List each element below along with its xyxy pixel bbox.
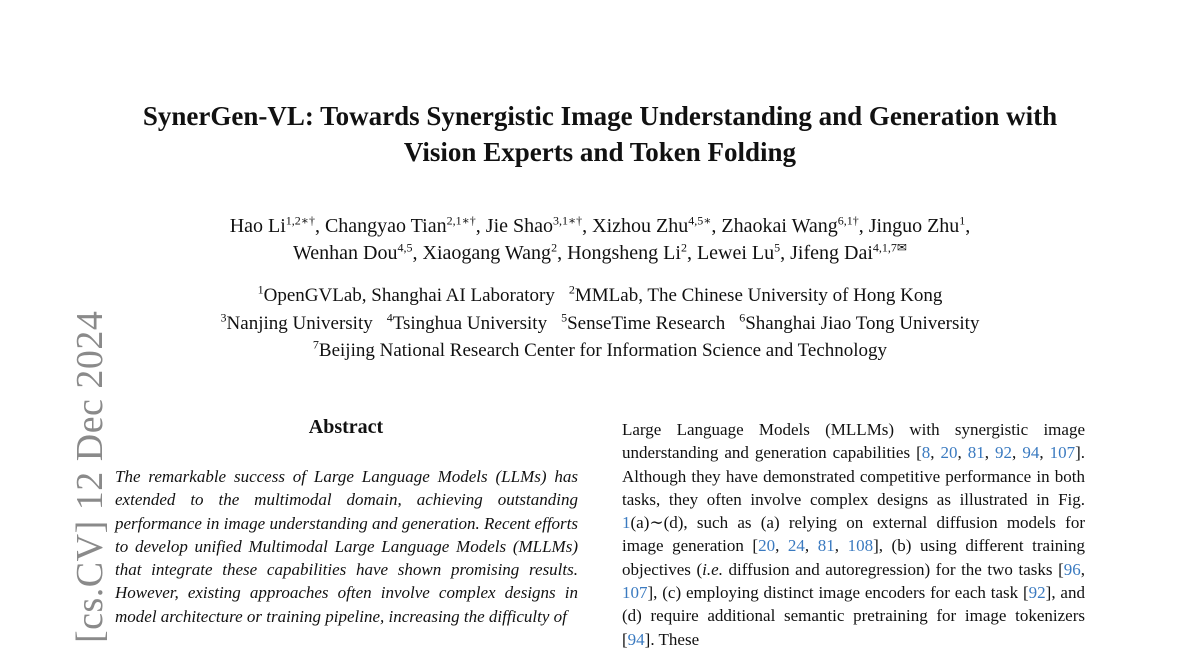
body-text: (a)∼(d), such as (a) relying on external diffusion models for image generation [ <box>622 513 1085 556</box>
author-affil-sup: 4,5 <box>397 240 413 255</box>
title-line-2: Vision Experts and Token Folding <box>403 137 797 167</box>
author-sep: , <box>858 215 869 237</box>
affiliation-list <box>100 282 1100 365</box>
author-sep: , <box>686 242 697 264</box>
affiliation-5: SenseTime Research <box>567 312 726 334</box>
author-affil-sup: 4,5∗ <box>688 213 712 228</box>
affil-sup: 1 <box>257 282 264 297</box>
affil-sup: 2 <box>568 282 575 297</box>
citation-sep: , <box>957 443 968 463</box>
author-affil-sup: 2 <box>551 240 558 255</box>
citation-link[interactable]: 81 <box>967 443 985 463</box>
author-affil-sup: 6,1† <box>837 213 859 228</box>
body-text: ], (b) using different training objectives ( <box>622 536 1086 579</box>
citation-link[interactable]: 92 <box>1028 583 1046 603</box>
citation-link[interactable]: 96 <box>1063 559 1081 579</box>
affiliation-line-2 <box>100 310 1100 338</box>
author-affil-sup: 1 <box>959 213 966 228</box>
author-sep: , <box>314 215 325 237</box>
author-name: Jie Shao <box>485 215 553 237</box>
affiliation-line-1 <box>100 282 1100 310</box>
affiliation-line-3 <box>100 337 1100 365</box>
citation-sep: , <box>834 536 848 556</box>
citation-link[interactable]: 94 <box>1022 443 1040 463</box>
author-sep: , <box>780 242 791 264</box>
citation-link[interactable]: 81 <box>817 536 835 556</box>
citation-sep: , <box>930 443 941 463</box>
body-text: ]. Although they have demonstrated competitive performance in both tasks, they often involve complex designs as illustrated in Fig. <box>622 443 1085 509</box>
abstract-body: The remarkable success of Large Language Models (LLMs) has extended to the multimodal domain, achieving outstanding performance in image understanding and generation. Recent efforts to develop unified Multimodal Large Language Models (MLLMs) that integrate these capabilities have shown promising results. However, existing approaches often involve complex designs in model architecture or training pipeline, increasing the difficulty of <box>115 467 578 626</box>
body-text: ]. These <box>644 629 700 649</box>
affil-sup: 7 <box>312 337 319 352</box>
author-sep: , <box>582 215 593 237</box>
figure-link[interactable]: 1 <box>622 513 631 533</box>
body-text: ], (c) employing distinct image encoders for each task [ <box>647 583 1029 603</box>
paper-title <box>100 98 1100 170</box>
affil-sup: 4 <box>386 310 393 325</box>
arxiv-stamp-text: [cs.CV] 12 Dec 2024 <box>69 310 111 643</box>
author-sep: , <box>475 215 486 237</box>
author-name: Zhaokai Wang <box>721 215 838 237</box>
citation-link[interactable]: 94 <box>627 629 645 649</box>
affil-sup: 3 <box>220 310 227 325</box>
author-name: Xiaogang Wang <box>422 242 552 264</box>
citation-link[interactable]: 24 <box>787 536 805 556</box>
author-list <box>100 213 1100 267</box>
affiliation-3: Nanjing University <box>226 312 373 334</box>
author-name: Jinguo Zhu <box>868 215 960 237</box>
citation-link[interactable]: 107 <box>1049 443 1076 463</box>
citation-sep: , <box>775 536 788 556</box>
affil-sup: 5 <box>561 310 568 325</box>
author-sep: , <box>412 242 423 264</box>
author-affil-sup: 4,1,7✉ <box>872 240 907 255</box>
author-affil-sup: 1,2∗† <box>285 213 315 228</box>
body-text: ], and (d) require additional semantic pretraining for image tokenizers [ <box>622 583 1085 649</box>
author-name: Xizhou Zhu <box>592 215 689 237</box>
affiliation-4: Tsinghua University <box>392 312 548 334</box>
citation-sep: , <box>1080 559 1085 579</box>
affiliation-7: Beijing National Research Center for Information Science and Technology <box>318 340 888 361</box>
affiliation-2: MMLab, The Chinese University of Hong Kong <box>574 285 943 306</box>
author-affil-sup: 3,1∗† <box>553 213 583 228</box>
author-name: Wenhan Dou <box>293 242 398 264</box>
affiliation-6: Shanghai Jiao Tong University <box>745 312 980 334</box>
author-sep: , <box>965 215 971 237</box>
abstract-heading: Abstract <box>308 416 384 438</box>
citation-link[interactable]: 8 <box>921 443 931 463</box>
author-name: Hao Li <box>229 215 286 237</box>
citation-link[interactable]: 20 <box>758 536 776 556</box>
body-text: diffusion and autoregression) for the two tasks [ <box>722 559 1064 579</box>
citation-link[interactable]: 107 <box>622 583 648 603</box>
citation-link[interactable]: 20 <box>940 443 958 463</box>
citation-sep: , <box>1039 443 1050 463</box>
author-affil-sup: 5 <box>774 240 781 255</box>
citation-sep: , <box>984 443 996 463</box>
citation-link[interactable]: 92 <box>995 443 1013 463</box>
arxiv-stamp <box>22 300 111 648</box>
author-affil-sup: 2,1∗† <box>446 213 476 228</box>
title-line-1: SynerGen-VL: Towards Synergistic Image Understanding and Generation with <box>142 101 1058 131</box>
author-line-1 <box>100 213 1100 240</box>
author-sep: , <box>557 242 568 264</box>
author-sep: , <box>711 215 722 237</box>
author-name: Changyao Tian <box>324 215 447 237</box>
body-text: Large Language Models (MLLMs) with synergistic image understanding and generation capabilities [ <box>622 420 1085 463</box>
citation-sep: , <box>804 536 818 556</box>
author-name: Hongsheng Li <box>567 242 681 264</box>
author-name: Jifeng Dai <box>790 242 873 264</box>
citation-link[interactable]: 108 <box>847 536 874 556</box>
author-line-2 <box>100 240 1100 267</box>
affiliation-1: OpenGVLab, Shanghai AI Laboratory <box>263 285 555 306</box>
citation-sep: , <box>1012 443 1023 463</box>
author-affil-sup: 2 <box>680 240 687 255</box>
right-column-text <box>622 418 1085 651</box>
ie-abbrev: i.e. <box>702 559 723 579</box>
author-name: Lewei Lu <box>696 242 775 264</box>
affil-sup: 6 <box>739 310 746 325</box>
